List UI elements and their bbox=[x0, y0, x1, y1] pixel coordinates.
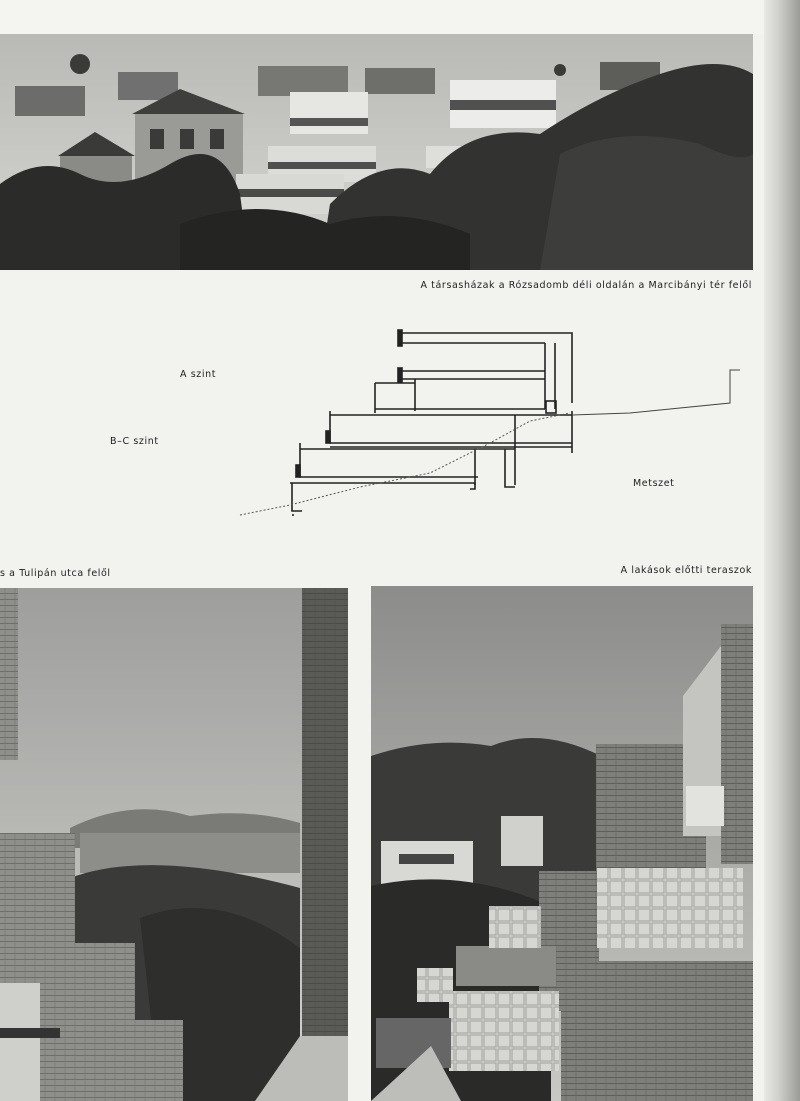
bottom-left-caption: s a Tulipán utca felől bbox=[0, 568, 111, 579]
section-label: Metszet bbox=[633, 478, 675, 489]
page-margin-top bbox=[0, 0, 764, 34]
building-section-drawing bbox=[230, 325, 750, 525]
top-photo-caption: A társasházak a Rózsadomb déli oldalán a Marcibányi tér felől bbox=[420, 280, 752, 291]
tulip-street-view-photo bbox=[0, 588, 348, 1101]
level-bc-label: B–C szint bbox=[110, 436, 159, 447]
hillside-housing-photo bbox=[0, 34, 753, 270]
page-edge-shadow bbox=[764, 0, 800, 1101]
apartment-terraces-photo bbox=[371, 586, 753, 1101]
level-a-label: A szint bbox=[180, 369, 217, 380]
bottom-right-caption: A lakások előtti teraszok bbox=[620, 565, 752, 576]
